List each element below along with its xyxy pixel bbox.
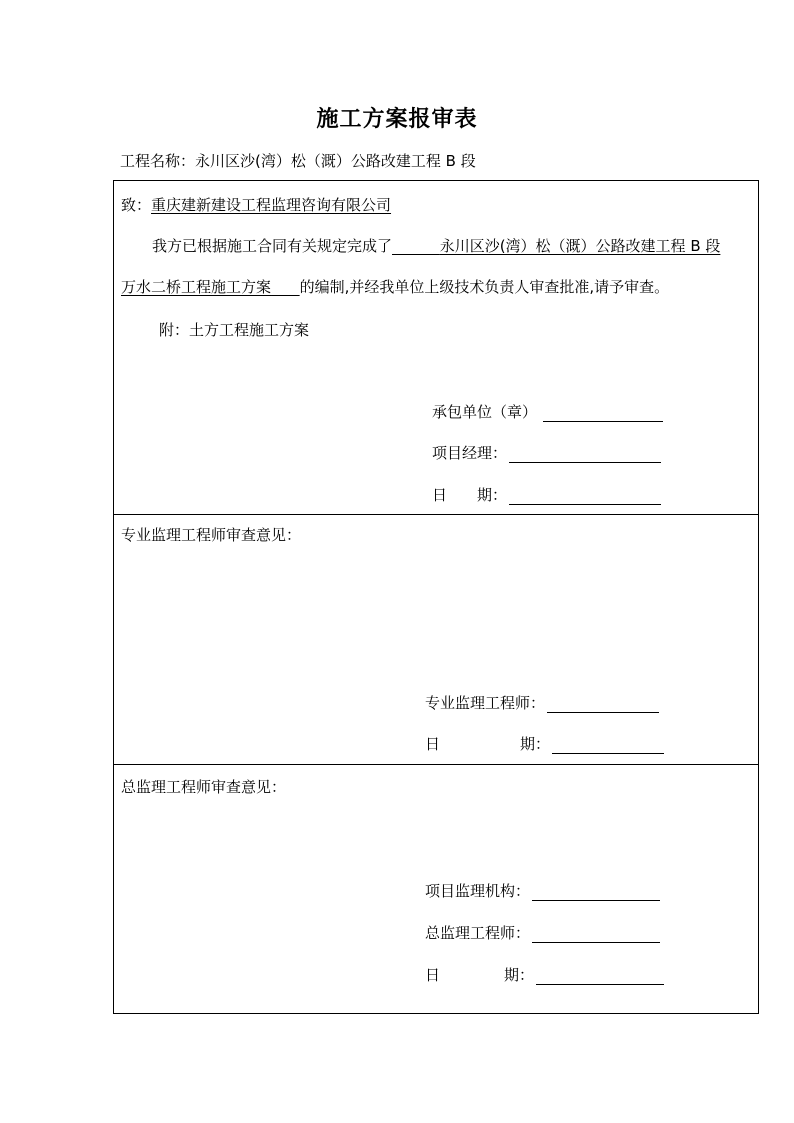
engineer-signature-line	[547, 698, 659, 713]
manager-signature-row	[432, 442, 661, 463]
recipient-line	[121, 194, 391, 215]
supervision-org-label: 项目监理机构：	[425, 882, 531, 900]
engineer-date-label-left: 日	[425, 735, 441, 753]
engineer-review-heading: 专业监理工程师审查意见：	[121, 526, 302, 544]
chief-label: 总监理工程师：	[425, 924, 531, 942]
chief-date-line	[536, 970, 664, 985]
recipient-label: 致：	[121, 196, 152, 214]
submission-date-label: 日 期：	[432, 486, 508, 504]
engineer-date-label-right: 期：	[520, 735, 551, 753]
body-filled-plan: 万水二桥工程施工方案	[121, 278, 272, 296]
manager-label: 项目经理：	[432, 444, 508, 462]
body-line-2	[121, 276, 669, 297]
engineer-date-row	[425, 733, 664, 754]
body-filled-project: 永川区沙(湾）松（溉）公路改建工程 B 段	[439, 237, 721, 255]
body-suffix: 的编制,并经我单位上级技术负责人审查批准,请予审查。	[299, 278, 670, 296]
engineer-date-line	[552, 739, 664, 754]
supervision-org-row	[425, 880, 660, 901]
contractor-signature-line	[543, 407, 663, 422]
manager-signature-line	[509, 448, 661, 463]
attachment-line: 附：土方工程施工方案	[159, 321, 310, 339]
project-name-label: 工程名称：	[120, 152, 196, 170]
chief-review-heading: 总监理工程师审查意见：	[121, 778, 287, 796]
recipient-company: 重庆建新建设工程监理咨询有限公司	[151, 196, 392, 214]
submission-date-row	[432, 484, 661, 505]
body-line-1	[152, 235, 720, 256]
contractor-label: 承包单位（章）	[432, 403, 538, 421]
form-title: 施工方案报审表	[316, 106, 478, 132]
engineer-review-section	[114, 514, 758, 765]
supervision-org-line	[532, 886, 660, 901]
chief-signature-row	[425, 922, 660, 943]
form-table	[113, 180, 759, 1014]
project-name-value: 永川区沙(湾）松（溉）公路改建工程 B 段	[195, 152, 476, 170]
chief-review-section	[114, 765, 758, 1014]
submission-date-line	[509, 490, 661, 505]
chief-date-label-left: 日	[425, 966, 441, 984]
chief-date-label-right: 期：	[504, 966, 535, 984]
body-prefix: 我方已根据施工合同有关规定完成了	[152, 237, 393, 255]
chief-signature-line	[532, 928, 660, 943]
chief-date-row	[425, 964, 664, 985]
engineer-signature-row	[425, 692, 659, 713]
project-name-line	[120, 150, 476, 171]
contractor-signature-row	[432, 401, 663, 422]
engineer-label: 专业监理工程师：	[425, 694, 546, 712]
submission-section	[114, 181, 758, 515]
